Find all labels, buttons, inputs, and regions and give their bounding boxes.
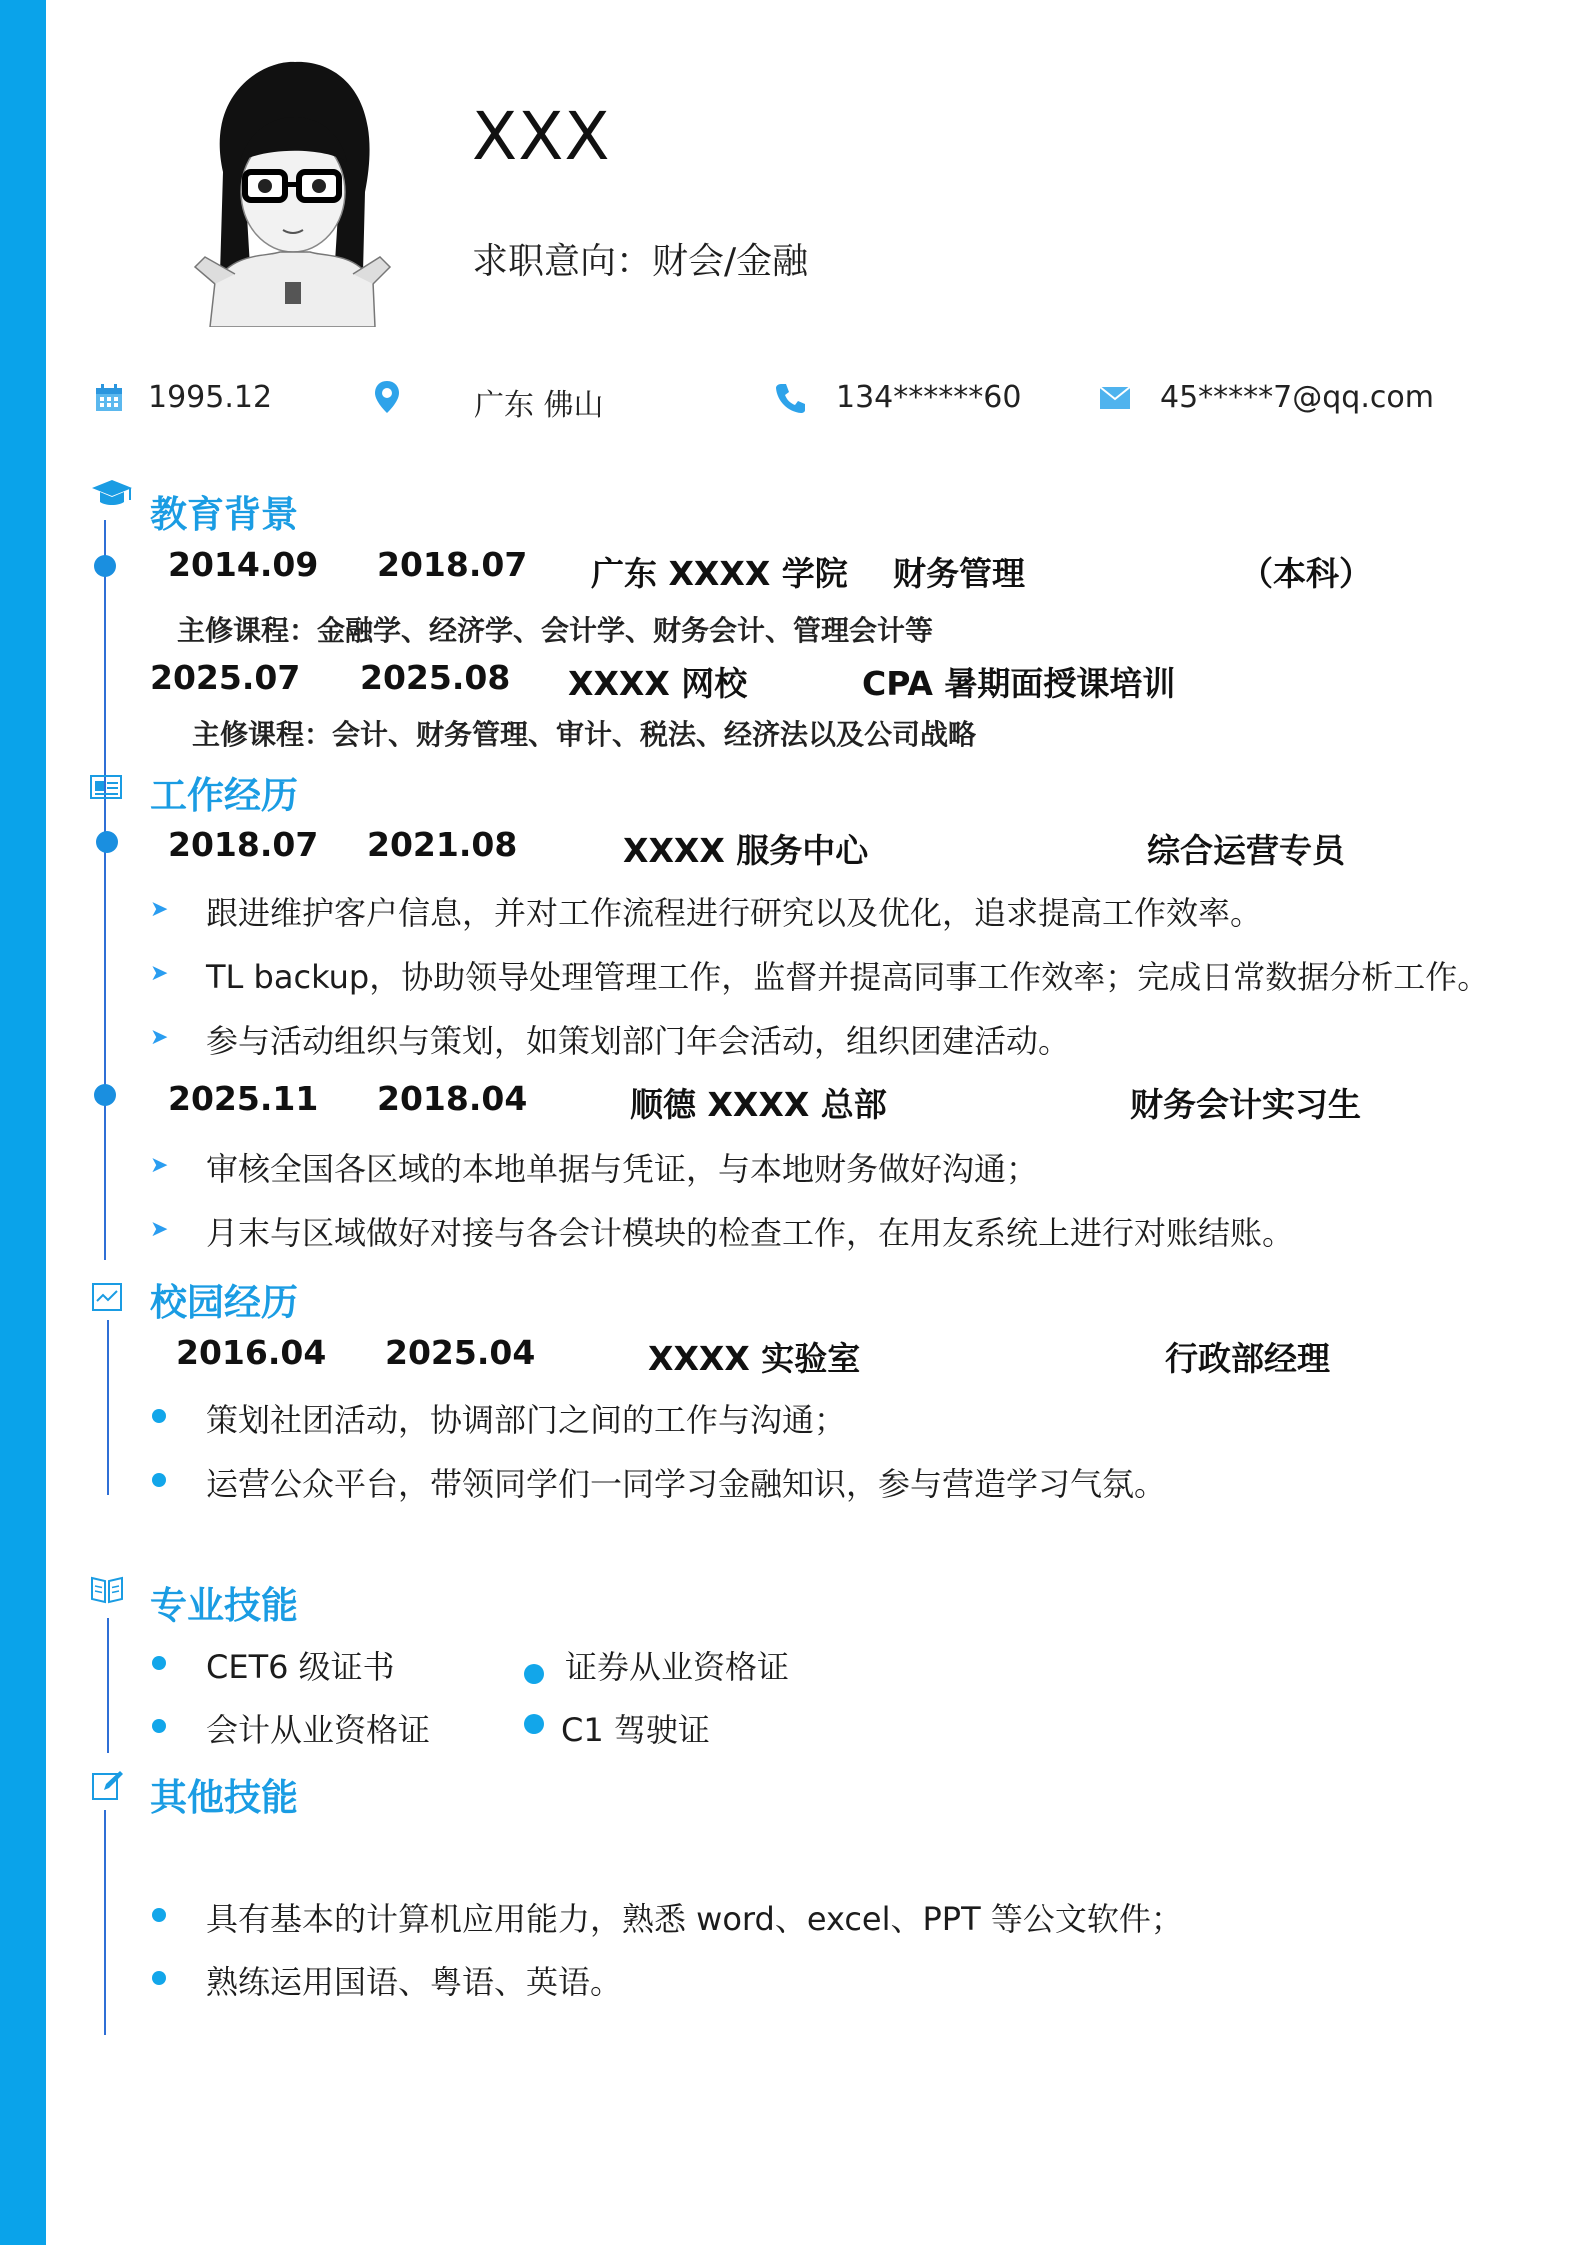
bullet-dot — [152, 1409, 166, 1423]
book-icon — [90, 1574, 124, 1604]
section-title-campus: 校园经历 — [150, 1281, 298, 1324]
job-duty: 跟进维护客户信息，并对工作流程进行研究以及优化，追求提高工作效率。 — [206, 894, 1263, 932]
section-title-skills: 专业技能 — [150, 1584, 298, 1627]
arrow-bullet-icon: ➤ — [150, 961, 169, 986]
edu-program: CPA 暑期面授课培训 — [862, 664, 1176, 703]
chart-icon — [92, 1283, 122, 1311]
timeline-campus — [107, 1320, 109, 1495]
id-card-icon — [90, 773, 122, 799]
campus-org: XXXX 实验室 — [648, 1339, 861, 1378]
arrow-bullet-icon: ➤ — [150, 1025, 169, 1050]
timeline-skills — [107, 1618, 109, 1753]
timeline-dot — [94, 1084, 116, 1106]
edit-icon — [92, 1770, 124, 1800]
other-item: 熟练运用国语、粤语、英语。 — [206, 1963, 623, 2001]
location-pin-icon — [374, 380, 400, 414]
graduation-cap-icon — [90, 478, 134, 508]
candidate-name: XXX — [472, 98, 611, 175]
campus-item: 策划社团活动，协调部门之间的工作与沟通； — [206, 1401, 847, 1439]
bullet-dot — [152, 1473, 166, 1487]
job-org: 顺德 XXXX 总部 — [630, 1085, 887, 1124]
left-accent-bar — [0, 0, 46, 2245]
campus-start: 2016.04 — [176, 1333, 327, 1372]
bullet-dot — [152, 1656, 166, 1670]
job-role: 财务会计实习生 — [1130, 1085, 1361, 1124]
timeline-dot — [96, 831, 118, 853]
campus-end: 2025.04 — [385, 1333, 536, 1372]
job-duty: TL backup，协助领导处理管理工作，监督并提高同事工作效率；完成日常数据分析工作。 — [206, 958, 1490, 996]
bullet-dot — [524, 1714, 544, 1734]
bullet-dot — [152, 1971, 166, 1985]
job-start: 2025.11 — [168, 1079, 319, 1118]
edu-school: XXXX 网校 — [568, 664, 748, 703]
bullet-dot — [152, 1908, 166, 1922]
campus-item: 运营公众平台，带领同学们一同学习金融知识，参与营造学习气氛。 — [206, 1465, 1167, 1503]
edu-end: 2025.08 — [360, 658, 511, 697]
timeline-other — [104, 1810, 106, 2035]
job-org: XXXX 服务中心 — [623, 831, 869, 870]
edu-end: 2018.07 — [377, 545, 528, 584]
email-address: 45*****7@qq.com — [1160, 380, 1434, 415]
birth-date: 1995.12 — [148, 380, 273, 415]
job-duty: 参与活动组织与策划，如策划部门年会活动，组织团建活动。 — [206, 1022, 1071, 1060]
skill-item: 证券从业资格证 — [565, 1648, 790, 1686]
edu-school: 广东 XXXX 学院 — [591, 554, 848, 593]
edu-start: 2025.07 — [150, 658, 301, 697]
section-title-other: 其他技能 — [150, 1776, 298, 1819]
skill-item: CET6 级证书 — [206, 1648, 395, 1686]
edu-degree: （本科） — [1240, 554, 1372, 593]
edu-courses: 主修课程：会计、财务管理、审计、税法、经济法以及公司战略 — [192, 718, 977, 751]
avatar — [185, 52, 400, 327]
section-title-education: 教育背景 — [150, 493, 298, 536]
edu-major: 财务管理 — [893, 554, 1025, 593]
job-duty: 月末与区域做好对接与各会计模块的检查工作，在用友系统上进行对账结账。 — [206, 1214, 1295, 1252]
job-intent: 求职意向：财会/金融 — [472, 241, 809, 282]
calendar-icon — [94, 383, 124, 413]
edu-start: 2014.09 — [168, 545, 319, 584]
job-duty: 审核全国各区域的本地单据与凭证，与本地财务做好沟通； — [206, 1150, 1039, 1188]
location: 广东 佛山 — [474, 388, 604, 423]
skill-item: 会计从业资格证 — [206, 1711, 431, 1749]
job-role: 综合运营专员 — [1147, 831, 1345, 870]
other-item: 具有基本的计算机应用能力，熟悉 word、excel、PPT 等公文软件； — [206, 1900, 1183, 1938]
arrow-bullet-icon: ➤ — [150, 1217, 169, 1242]
job-start: 2018.07 — [168, 825, 319, 864]
bullet-dot — [524, 1664, 544, 1684]
phone-icon — [775, 382, 807, 414]
phone-number: 134******60 — [836, 380, 1022, 415]
edu-courses: 主修课程：金融学、经济学、会计学、财务会计、管理会计等 — [177, 614, 934, 647]
envelope-icon — [1100, 387, 1130, 409]
job-end: 2018.04 — [377, 1079, 528, 1118]
bullet-dot — [152, 1719, 166, 1733]
timeline-dot — [94, 555, 116, 577]
skill-item: C1 驾驶证 — [561, 1711, 710, 1749]
section-title-work: 工作经历 — [150, 774, 298, 817]
arrow-bullet-icon: ➤ — [150, 1153, 169, 1178]
campus-role: 行政部经理 — [1165, 1339, 1330, 1378]
arrow-bullet-icon: ➤ — [150, 897, 169, 922]
timeline-upper — [104, 520, 106, 1260]
job-end: 2021.08 — [367, 825, 518, 864]
